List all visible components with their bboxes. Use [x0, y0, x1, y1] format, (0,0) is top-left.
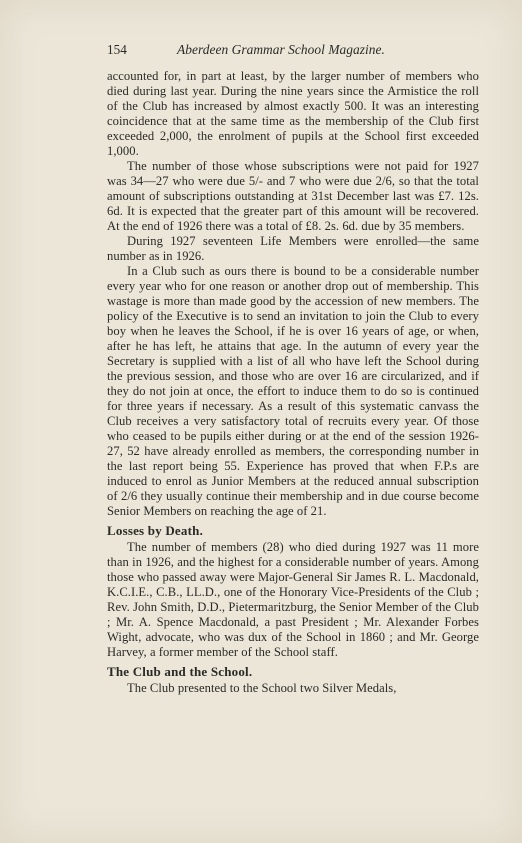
page-number: 154 [107, 42, 127, 57]
page-content [107, 42, 479, 696]
section-heading-club-school: The Club and the School. [107, 664, 253, 679]
paragraph-membership-policy: In a Club such as ours there is bound to be a considerable number every year who for one reason or another drop out of membership. This wastage is more than made good by the accession of new members. The policy of the Executive is to send an invitation to join the Club to every boy when he leaves the School, if he is over 16 years of age, or when, after he has left, he attains that age. In the autumn of every year the Secretary is supplied with a list of all who have left the School during the previous session, and those who are over 16 are circularized, and if they do not join at once, the effort to induce them to do so is continued for three years if necessary. As a result of this systematic canvass the Club receives a very satisfactory total of recruits every year. Of those who ceased to be pupils either during or at the end of the session 1926-27, 52 have already enrolled as members, the corresponding number in the last report being 55. Experience has proved that when F.P.s are induced to enrol as Junior Members at the reduced annual subscription of 2/6 they usually continue their membership and in due course become Senior Members on reaching the age of 21. [107, 264, 479, 518]
paragraph-club-school: The Club presented to the School two Silver Medals, [127, 681, 397, 695]
page-header [107, 42, 479, 57]
paragraph-losses: The number of members (28) who died during 1927 was 11 more than in 1926, and the highest for a considerable number of years. Among those who passed away were Major-General Sir James R. L. Macdonald, K.C.I.E., C.B., LL.D., one of the Honorary Vice-Presidents of the Club ; Rev. John Smith, D.D., Pietermaritzburg, the Senior Member of the Club ; Mr. A. Spence Macdonald, a past President ; Mr. Alexander Forbes Wight, advocate, who was dux of the School in 1860 ; and Mr. George Harvey, a former member of the School staff. [107, 540, 479, 659]
paragraph-life-members: During 1927 seventeen Life Members were enrolled—the same number as in 1926. [107, 234, 479, 263]
paragraph-subscriptions: The number of those whose subscriptions were not paid for 1927 was 34—27 who were due 5/- and 7 who were due 2/6, so that the total amount of subscriptions outstanding at 31st December last was £7. 12s. 6d. It is expected that the greater part of this amount will be recovered. At the end of 1926 there was a total of £8. 2s. 6d. due by 35 members. [107, 159, 479, 233]
section-heading-losses: Losses by Death. [107, 523, 204, 538]
running-title: Aberdeen Grammar School Magazine. [177, 42, 385, 57]
paragraph-continuation: accounted for, in part at least, by the larger number of members who died during last year. During the nine years since the Armistice the roll of the Club has increased by almost exactly 500. It was an interesting coincidence that at the same time as the membership of the Club first exceeded 2,000, the enrolment of pupils at the School first exceeded 1,000. [107, 69, 479, 158]
